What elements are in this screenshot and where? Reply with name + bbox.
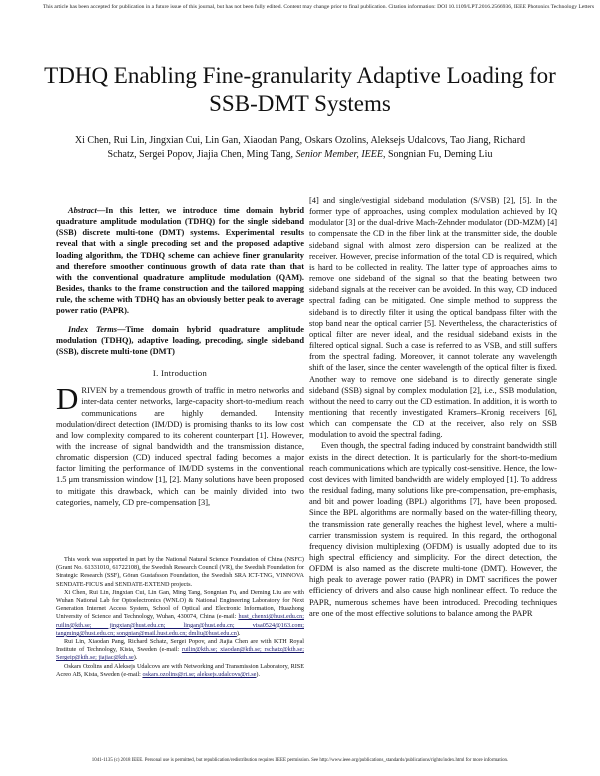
funding-footnote: This work was supported in part by the National Natural Science Foundation of China (NSFC) (Grant No. 61331010, 61722108), the Swedish Research Council (VR), the Swedish Foundation for Strategic Research (SSF), Göran Gustafsson Foundation, the Swedish SRA ICT-TNG, VINNOVA SENDATE-FICUS and SENDATE-EXTEND projects. [56, 556, 304, 588]
affiliation-footnote-1 [56, 589, 304, 638]
affiliation-end-3: ). [256, 670, 261, 678]
body-paragraph-2: Even though, the spectral fading induced by constraint bandwidth still exists in the direct detection. It is particularly for the short-to-medium reach communications which are typically cost-sensitive. Hence, the low-cost devices with limited bandwidth are widely employed [1]. To address the residual fading, many solutions like pre-compensation, pre-emphasis, and bit and power loading (BPL) algorithms [7], have been proposed. Since the BPL algorithms are normally based on the water-filling theory, the transmission rate generally reaches the highest level, where a multi-carrier transmission system is required. In this regard, the orthogonal frequency division multiplexing (OFDM) is usually adopted due to its high spectral efficiency and simplicity. For the direct detection, the OFDM is also named as the discrete multi-tone (DMT). However, the high peak to average power ratio (PAPR) in DMT sacrifices the power efficiency of drivers and also cause high nonlinear effect. To reduce the PAPR, numerous schemes have been introduced. Precoding techniques are one of the most effective solutions to balance among the PAPR [309, 441, 557, 618]
abstract-text: —In this letter, we introduce time domain hybrid quadrature amplitude modulation (TDHQ) for the single sideband (SSB) discrete multi-tone (DMT) systems. Experimental results reveal that with a single precoding set and the proposed adaptive loading algorithm, the TDHQ scheme can achieve finer granularity and therefore smoother continuous growth of data rate than that with the conventional quadrature amplitude modulation (QAM). Besides, thanks to the frame construction and the tailored mapping rule, the scheme with TDHQ has an obviously better peak to average power ratio (PAPR). [56, 206, 304, 316]
left-column [56, 205, 304, 508]
author-names-tail: , Songnian Fu, Deming Liu [383, 149, 493, 160]
index-terms-lead: Index Terms [68, 324, 118, 334]
affiliation-footnote-2 [56, 638, 304, 663]
abstract-lead: Abstract [68, 206, 97, 215]
index-terms [56, 324, 304, 357]
affiliation-text-1: Xi Chen, Rui Lin, Jingxian Cui, Lin Gan, Ming Tang, Songnian Fu, and Deming Liu are with Wuhan National Lab for Optoelectronics (WNLO) & National Engineering Laboratory for Next Generation Internet Access System, School of Optical and Electronic Information, Huazhong University of Science and Technology, Wuhan, 430074, China (e-mail: [56, 588, 304, 621]
author-names: Xi Chen, Rui Lin, Jingxian Cui, Lin Gan, Xiaodan Pang, Oskars Ozolins, Aleksejs Udalcovs, Tao Jiang, Richard Schatz, Sergei Popov, Jiajia Chen, Ming Tang, [74, 135, 526, 160]
affiliation-end-1: ). [236, 629, 241, 637]
email-links-3[interactable]: oskars.ozolins@ri.se; aleksejs.udalcovs@ri.se [142, 670, 257, 678]
affiliation-text-3: Oskars Ozolins and Aleksejs Udalcovs are with Networking and Transmission Laboratory, RISE Acreo AB, Kista, Sweden (e-mail: [56, 662, 304, 678]
email-links-1[interactable]: hust_chenxi@hust.edu.cn; ruilin@kth.se; jingxian@hust.edu.cn; lingan@hust.edu.cn; visa0524@163.com; tangming@hust.edu.cn; songnian@mail.hust.edu.cn; dmliu@hust.edu.cn [56, 613, 304, 637]
affiliation-footnote-3 [56, 663, 304, 679]
affiliation-text-2: Rui Lin, Xiaodan Pang, Richard Schatz, Sergei Popov, and Jiajia Chen are with KTH Royal Institute of Technology, Kista, Sweden (e-mail: [56, 638, 304, 654]
index-terms-text: —Time domain hybrid quadrature amplitude modulation (TDHQ), adaptive loading, precoding, single sideband (SSB), discrete multi-tone (DMT) [56, 324, 304, 356]
paper-title: TDHQ Enabling Fine-granularity Adaptive Loading for SSB-DMT Systems [44, 63, 556, 116]
header-citation-note: This article has been accepted for publication in a future issue of this journal, but has not been fully edited. Content may change prior to final publication. Citation information: DOI 10.1109/LPT.2016.2566936, IEEE Photonics Technology Letters [42, 4, 594, 10]
copyright-footer: 1041-1135 (c) 2018 IEEE. Personal use is permitted, but republication/redistribution requires IEEE permission. See http://www.ieee.org/publications_standards/publications/rights/index.html for more information. [91, 758, 509, 763]
right-column [309, 195, 557, 619]
intro-text: RIVEN by a tremendous growth of traffic in metro networks and inter-data center networks, large-capacity short-to-medium reach communications are highly demanded. Intensity modulation/direct detection (IM/DD) is promising thanks to its low cost and low complexity compared to its coherent counterpart [1]. However, with the increase of signal bandwidth and the transmission distance, chromatic dispersion (CD) induced spectral fading becomes a major factor limiting the performance of IM/DD systems in the conventional 1.5 μm transmission window [1], [2]. Many solutions have been proposed to mitigate this drawback, which can be mainly divided into two categories, namely, CD pre-compensation [3], [56, 386, 304, 507]
footnotes [56, 556, 304, 679]
author-list [60, 134, 540, 162]
section-heading: I. Introduction [152, 368, 208, 379]
affiliation-end-2: ). [133, 654, 138, 662]
abstract [56, 205, 304, 317]
drop-cap: D [56, 381, 79, 417]
intro-paragraph [56, 381, 304, 508]
author-membership: Senior Member, IEEE [295, 149, 383, 160]
email-links-2[interactable]: ruilin@kth.se; xiaodan@kth.se; rschatz@kth.se; Sergeip@kth.se; jiajiac@kth.se [56, 646, 304, 662]
body-paragraph-1: [4] and single/vestigial sideband modulation (S/VSB) [2], [5]. In the former type of approaches, using complex modulation achieved by IQ modulator [3] or the dual-drive Mach-Zehnder modulator (DD-MZM) [4] to compensate the CD in the fiber link at the transmitter side, the double sideband signal with almost zero dispersion can be realized at the receiver. However, precise information of the total CD is required, which is hard to be collected in reality. The latter type of approaches aims to remove one sideband of the signal so that the beating between two sideband signals at the receiver can be avoided. In this way, CD induced spectral fading can be mitigated. One simple method to suppress the sideband is to directly filter it using the optical bandpass filter with the stop band near the optical carrier [5]. Nevertheless, the characteristics of optical filter are never ideal, and the residual sideband exists in the filtered optical signal. Such a case is referred to as VSB, and still suffers from the spectral fading. Moreover, it cannot tolerate any wavelength shift of the laser, since the center wavelength of the optical filter is fixed. Another way to remove one sideband is to directly generate single sideband (SSB) signal by complex modulation [2], i.e., SSB modulation, without the need to carry out the CD estimation. In addition, it is worth to mentioning that recently investigated Kramers–Kronig receivers [6], which can compensate the CD at the receiver, also rely on SSB modulation to avoid the spectral fading. [309, 196, 557, 440]
